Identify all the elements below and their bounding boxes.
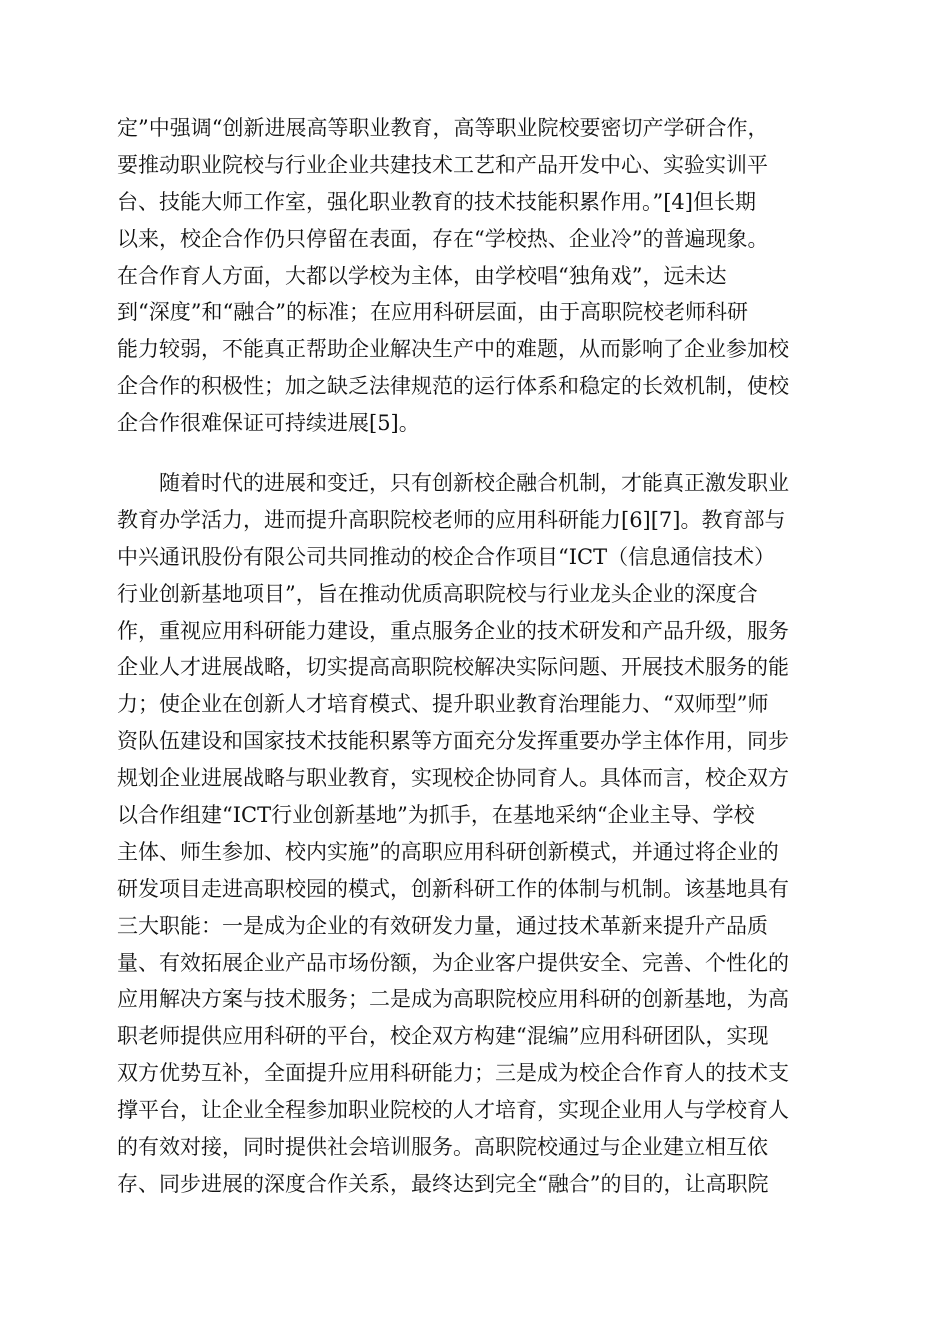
text-line: 力；使企业在创新人才培育模式、提升职业教育治理能力、“双师型”师 [117, 692, 769, 717]
text-line: 行业创新基地项目”，旨在推动优质高职院校与行业龙头企业的深度合 [117, 581, 758, 606]
text-line: 资队伍建设和国家技术技能积累等方面充分发挥重要办学主体作用，同步 [117, 729, 789, 754]
text-line: 能力较弱，不能真正帮助企业解决生产中的难题，从而影响了企业参加校 [117, 337, 789, 362]
text-line: 中兴通讯股份有限公司共同推动的校企合作项目“ICT（信息通信技术） [117, 544, 776, 569]
text-line: 到“深度”和“融合”的标准；在应用科研层面，由于高职院校老师科研 [117, 300, 748, 325]
text-line: 以合作组建“ICT行业创新基地”为抓手，在基地采纳“企业主导、学校 [117, 803, 755, 828]
text-line: 存、同步进展的深度合作关系，最终达到完全“融合”的目的，让高职院 [117, 1171, 769, 1196]
text-line: 研发项目走进高职校园的模式，创新科研工作的体制与机制。该基地具有 [117, 876, 789, 901]
text-line: 作，重视应用科研能力建设，重点服务企业的技术研发和产品升级，服务 [117, 618, 789, 643]
text-line: 企业人才进展战略，切实提高高职院校解决实际问题、开展技术服务的能 [117, 655, 789, 680]
text-line: 在合作育人方面，大都以学校为主体，由学校唱“独角戏”，远未达 [117, 263, 727, 288]
text-line: 撑平台，让企业全程参加职业院校的人才培育，实现企业用人与学校育人 [117, 1098, 789, 1123]
paragraph-1 [117, 110, 837, 442]
text-line: 应用解决方案与技术服务；二是成为高职院校应用科研的创新基地，为高 [117, 987, 789, 1012]
text-line: 的有效对接，同时提供社会培训服务。高职院校通过与企业建立相互依 [117, 1135, 768, 1160]
text-line: 以来，校企合作仍只停留在表面，存在“学校热、企业冷”的普遍现象。 [117, 226, 769, 251]
text-line: 规划企业进展战略与职业教育，实现校企协同育人。具体而言，校企双方 [117, 766, 789, 791]
text-line: 企合作很难保证可持续进展[5]。 [117, 411, 420, 436]
text-line: 三大职能：一是成为企业的有效研发力量，通过技术革新来提升产品质 [117, 913, 768, 938]
text-line: 量、有效拓展企业产品市场份额，为企业客户提供安全、完善、个性化的 [117, 950, 789, 975]
paragraph-2 [117, 465, 837, 1203]
text-line: 台、技能大师工作室，强化职业教育的技术技能积累作用。”[4]但长期 [117, 189, 756, 214]
text-line: 企合作的积极性；加之缺乏法律规范的运行体系和稳定的长效机制，使校 [117, 374, 789, 399]
text-line: 职老师提供应用科研的平台，校企双方构建“混编”应用科研团队，实现 [117, 1024, 769, 1049]
text-line: 定”中强调“创新进展高等职业教育，高等职业院校要密切产学研合作， [117, 116, 769, 140]
text-line: 双方优势互补，全面提升应用科研能力；三是成为校企合作育人的技术支 [117, 1061, 789, 1086]
text-line: 要推动职业院校与行业企业共建技术工艺和产品开发中心、实验实训平 [117, 152, 768, 177]
text-line: 主体、师生参加、校内实施”的高职应用科研创新模式，并通过将企业的 [117, 839, 779, 864]
text-line-first: 随着时代的进展和变迁，只有创新校企融合机制，才能真正激发职业 [159, 471, 789, 495]
text-line: 教育办学活力，进而提升高职院校老师的应用科研能力[6][7]。教育部与 [117, 507, 786, 532]
